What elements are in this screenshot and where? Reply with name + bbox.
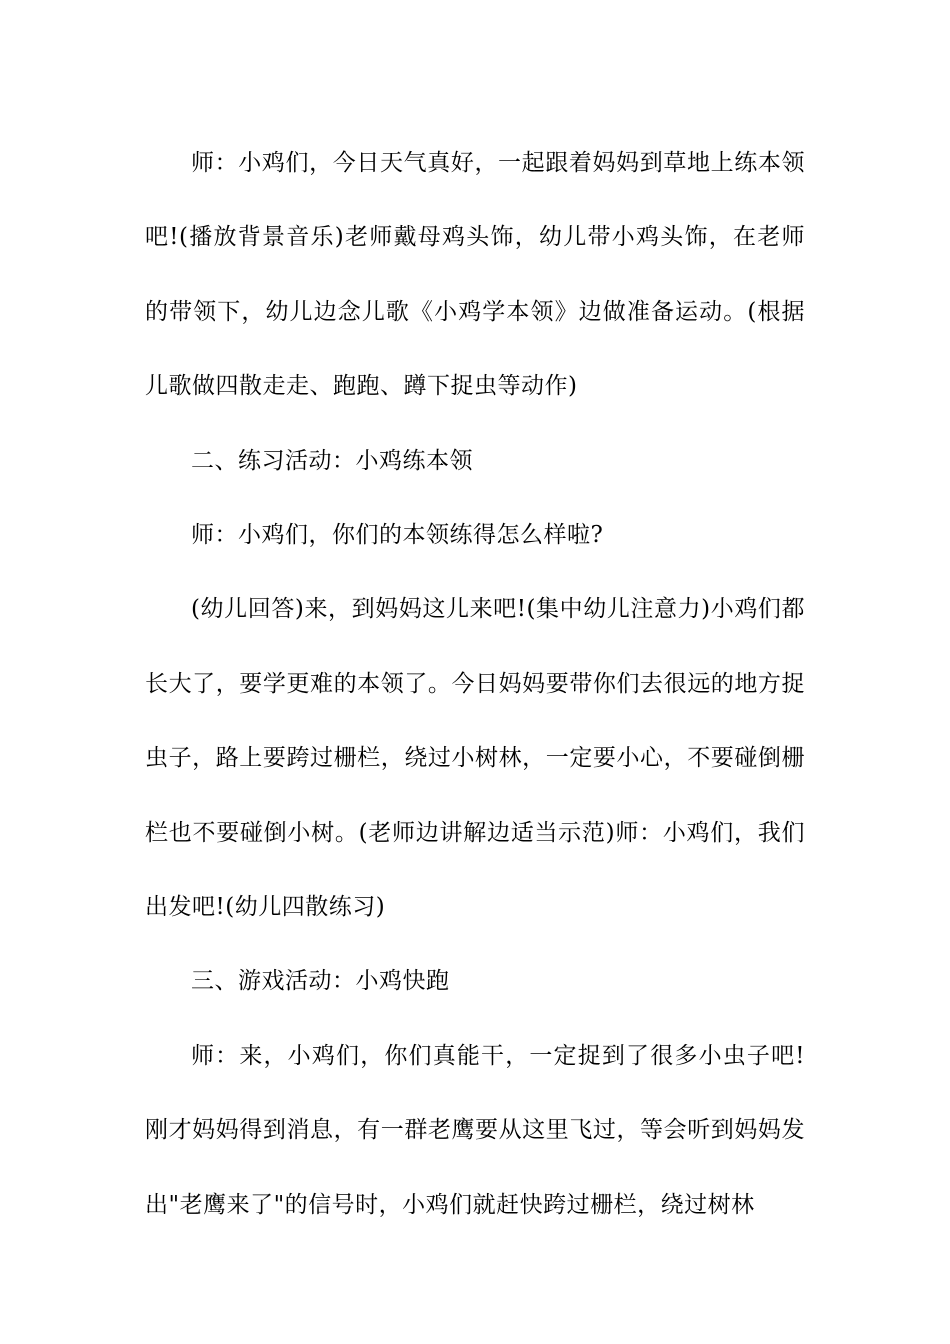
section-heading-game: 三、游戏活动：小鸡快跑: [191, 968, 450, 995]
paragraph-game-instructions: 师：来，小鸡们，你们真能干，一定捉到了很多小虫子吧!刚才妈妈得到消息，有一群老鹰要从这里飞过，等会听到妈妈发出"老鹰来了"的信号时，小鸡们就赶快跨过栅栏，绕过树林: [145, 1042, 805, 1218]
paragraph-teacher-question: 师：小鸡们，你们的本领练得怎么样啦?: [191, 522, 604, 549]
paragraph-teacher-intro: 师：小鸡们，今日天气真好，一起跟着妈妈到草地上练本领吧!(播放背景音乐)老师戴母鸡头饰，幼儿带小鸡头饰，在老师的带领下，幼儿边念儿歌《小鸡学本领》边做准备运动。(根据儿歌做四散走走、跑跑、蹲下捉虫等动作): [145, 150, 805, 400]
section-heading-practice: 二、练习活动：小鸡练本领: [191, 447, 473, 474]
paragraph-practice-instructions: (幼儿回答)来，到妈妈这儿来吧!(集中幼儿注意力)小鸡们都长大了，要学更难的本领了。今日妈妈要带你们去很远的地方捉虫子，路上要跨过栅栏，绕过小树林，一定要小心，不要碰倒栅栏也不要碰倒小树。(老师边讲解边适当示范)师：小鸡们，我们出发吧!(幼儿四散练习): [145, 596, 805, 921]
document-body: [145, 126, 805, 1242]
